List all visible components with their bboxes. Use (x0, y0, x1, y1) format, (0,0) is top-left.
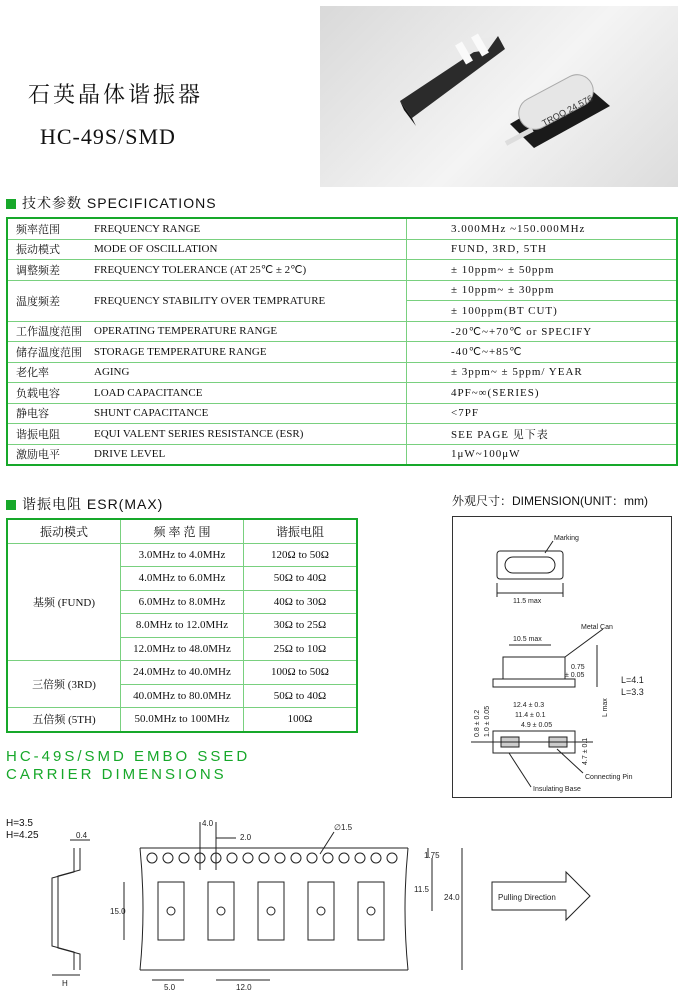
label-pin: 0.75 (571, 664, 585, 671)
sprocket-holes (147, 853, 397, 863)
table-row: 40.0MHz to 80.0MHz 50Ω to 40Ω (7, 684, 357, 708)
dimension-drawing (452, 516, 672, 798)
label-15: 15.0 (110, 907, 126, 916)
product-photo (320, 6, 678, 187)
table-row: 老化率 AGING ± 3ppm~ ± 5ppm/ YEAR (7, 362, 677, 383)
dimension-heading: 外观尺寸：DIMENSION(UNIT：mm) (452, 494, 648, 508)
table-row: 工作温度范围 OPERATING TEMPERATURE RANGE -20℃~+70℃ or SPECIFY (7, 321, 677, 342)
label-marking: Marking (554, 535, 579, 542)
bullet-square-icon (6, 500, 16, 510)
label-h1: 0.8 ± 0.2 (474, 709, 481, 737)
label-metal-can: Metal Can (581, 624, 613, 631)
table-row: 基频 (FUND) 3.0MHz to 4.0MHz 120Ω to 50Ω (7, 543, 357, 567)
label-l2: L=3.3 (621, 687, 644, 697)
label-connecting-pin: Connecting Pin (585, 774, 633, 781)
label-hole: ∅1.5 (334, 823, 353, 832)
specs-heading: 技术参数 SPECIFICATIONS (6, 193, 217, 213)
table-row: 静电容 SHUNT CAPACITANCE <7PF (7, 403, 677, 424)
carrier-drawing (0, 810, 680, 1000)
carrier-title-line2: CARRIER DIMENSIONS (6, 766, 227, 783)
table-row: 12.0MHz to 48.0MHz 25Ω to 10Ω (7, 637, 357, 661)
specs-table (6, 217, 678, 466)
label-base-width: 12.4 ± 0.3 (513, 702, 545, 709)
label-pulling-direction: Pulling Direction (498, 893, 556, 902)
label-thickness: 0.4 (76, 831, 88, 840)
title-chinese: 石英晶体谐振器 (28, 83, 204, 108)
table-row: 负载电容 LOAD CAPACITANCE 4PF~∞(SERIES) (7, 383, 677, 404)
label-175: 1.75 (424, 851, 440, 860)
table-row: 谐振电阻 EQUI VALENT SERIES RESISTANCE (ESR) SEE PAGE 见下表 (7, 424, 677, 445)
table-header-row: 振动模式 频 率 范 围 谐振电阻 (7, 519, 357, 543)
bullet-square-icon (6, 199, 16, 209)
table-row: 8.0MHz to 12.0MHz 30Ω to 25Ω (7, 614, 357, 638)
label-inner-width: 11.4 ± 0.1 (515, 712, 546, 719)
label-pad-gap: 4.9 ± 0.05 (521, 722, 553, 729)
label-l1: L=4.1 (621, 675, 644, 685)
label-12: 12.0 (236, 983, 252, 992)
label-24: 24.0 (444, 893, 460, 902)
table-row: 6.0MHz to 8.0MHz 40Ω to 30Ω (7, 590, 357, 614)
table-row: 振动模式 MODE OF OSCILLATION FUND, 3RD, 5TH (7, 239, 677, 260)
table-row: 调整频差 FREQUENCY TOLERANCE (AT 25℃ ± 2℃) ± 10ppm~ ± 50ppm (7, 260, 677, 281)
table-row: 激励电平 DRIVE LEVEL 1μW~100μW (7, 444, 677, 465)
table-row: 五倍频 (5TH) 50.0MHz to 100MHz 100Ω (7, 708, 357, 732)
table-row: 温度频差 FREQUENCY STABILITY OVER TEMPRATURE ± 10ppm~ ± 30ppm (7, 280, 677, 301)
label-width: 11.5 max (513, 598, 542, 605)
label-115: 11.5 (414, 885, 429, 894)
label-pitch-4: 4.0 (202, 819, 214, 828)
label-pin-tol: ± 0.05 (565, 672, 585, 679)
table-row: ± 100ppm(BT CUT) (7, 301, 677, 322)
carrier-h-values: H=3.5 H=4.25 (6, 818, 39, 841)
label-l-max: L max (602, 698, 609, 717)
table-row: 4.0MHz to 6.0MHz 50Ω to 40Ω (7, 567, 357, 591)
label-h: H (62, 979, 68, 988)
label-can-width: 10.5 max (513, 636, 542, 643)
label-h3: 4.7 ± 0.1 (582, 737, 589, 765)
carrier-pockets (158, 882, 384, 940)
esr-table (6, 518, 358, 733)
table-row: 三倍频 (3RD) 24.0MHz to 40.0MHz 100Ω to 50Ω (7, 661, 357, 685)
label-insulating-base: Insulating Base (533, 786, 581, 793)
table-row: 储存温度范围 STORAGE TEMPERATURE RANGE -40℃~+85℃ (7, 342, 677, 363)
table-row: 频率范围 FREQUENCY RANGE 3.000MHz ~150.000MHz (7, 218, 677, 239)
esr-heading: 谐振电阻 ESR(MAX) (6, 494, 163, 514)
title-model: HC-49S/SMD (40, 124, 176, 149)
label-h2: 1.0 ± 0.05 (484, 705, 491, 737)
label-5: 5.0 (164, 983, 176, 992)
carrier-title-line1: HC-49S/SMD EMBO SSED (6, 748, 251, 765)
photo-marking: TROQ 24.576 (540, 93, 595, 129)
label-2: 2.0 (240, 833, 252, 842)
